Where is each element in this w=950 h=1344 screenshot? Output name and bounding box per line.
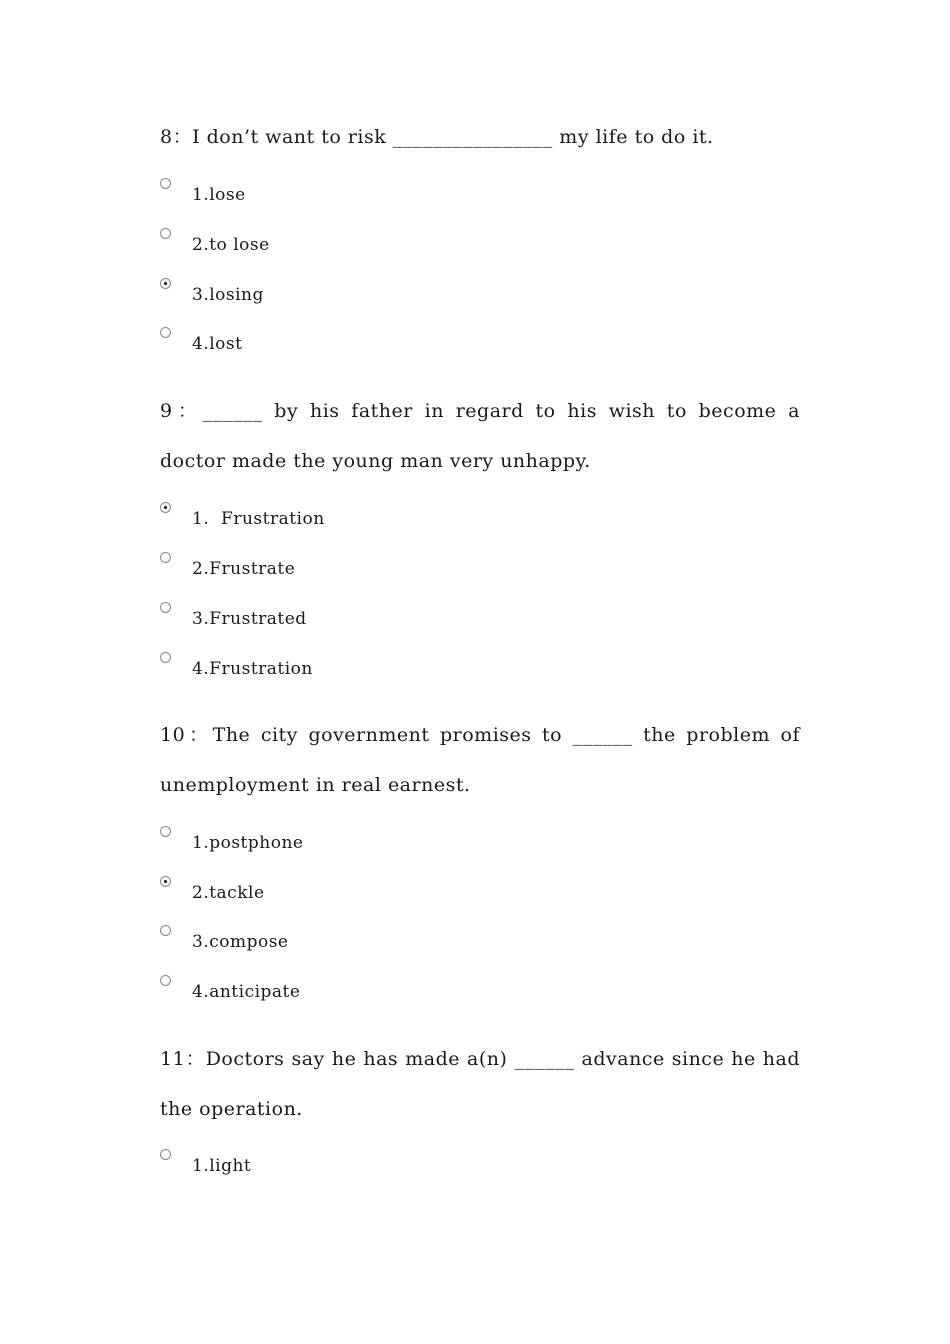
- option-label[interactable]: 1.light: [192, 1156, 252, 1176]
- option-q10-1[interactable]: [160, 826, 760, 856]
- option-label[interactable]: 2.to lose: [192, 235, 270, 255]
- question-stem: 10：The city government promises to ______ the problem of unemployment in real earnest.: [160, 724, 800, 796]
- option-q9-4[interactable]: [160, 652, 760, 682]
- radio-button[interactable]: [160, 327, 171, 338]
- radio-button[interactable]: [160, 178, 171, 189]
- option-label[interactable]: 2.tackle: [192, 883, 265, 903]
- option-label[interactable]: 4.lost: [192, 334, 243, 354]
- radio-button-selected[interactable]: [160, 278, 171, 289]
- radio-button[interactable]: [160, 826, 171, 837]
- radio-button[interactable]: [160, 925, 171, 936]
- option-q10-3[interactable]: [160, 925, 760, 955]
- question-stem: 8：I don’t want to risk ________________ my life to do it.: [160, 126, 714, 148]
- option-q9-3[interactable]: [160, 602, 760, 632]
- question-stem: 11：Doctors say he has made a(n) ______ advance since he had the operation.: [160, 1048, 800, 1120]
- option-label[interactable]: 3.Frustrated: [192, 609, 307, 629]
- radio-button-selected[interactable]: [160, 502, 171, 513]
- question-9: [160, 386, 800, 486]
- option-q8-4[interactable]: [160, 327, 760, 357]
- option-q9-2[interactable]: [160, 552, 760, 582]
- option-q8-1[interactable]: [160, 178, 760, 208]
- radio-button[interactable]: [160, 1149, 171, 1160]
- radio-button[interactable]: [160, 228, 171, 239]
- radio-button[interactable]: [160, 652, 171, 663]
- question-11: [160, 1034, 800, 1134]
- option-label[interactable]: 3.losing: [192, 285, 264, 305]
- option-label[interactable]: 2.Frustrate: [192, 559, 296, 579]
- option-label[interactable]: 4.Frustration: [192, 659, 313, 679]
- question-8: [160, 112, 800, 162]
- option-q8-2[interactable]: [160, 228, 760, 258]
- question-stem: 9：______ by his father in regard to his wish to become a doctor made the young man very unhappy.: [160, 400, 800, 472]
- option-q8-3[interactable]: [160, 278, 760, 308]
- option-q9-1[interactable]: [160, 502, 760, 532]
- radio-button[interactable]: [160, 552, 171, 563]
- option-q10-4[interactable]: [160, 975, 760, 1005]
- option-q10-2[interactable]: [160, 876, 760, 906]
- option-label[interactable]: 1.lose: [192, 185, 246, 205]
- radio-button[interactable]: [160, 602, 171, 613]
- option-label[interactable]: 3.compose: [192, 932, 289, 952]
- question-10: [160, 710, 800, 810]
- option-label[interactable]: 1. Frustration: [192, 509, 325, 529]
- option-label[interactable]: 1.postphone: [192, 833, 304, 853]
- option-q11-1[interactable]: [160, 1149, 760, 1179]
- radio-button[interactable]: [160, 975, 171, 986]
- option-label[interactable]: 4.anticipate: [192, 982, 301, 1002]
- radio-button-selected[interactable]: [160, 876, 171, 887]
